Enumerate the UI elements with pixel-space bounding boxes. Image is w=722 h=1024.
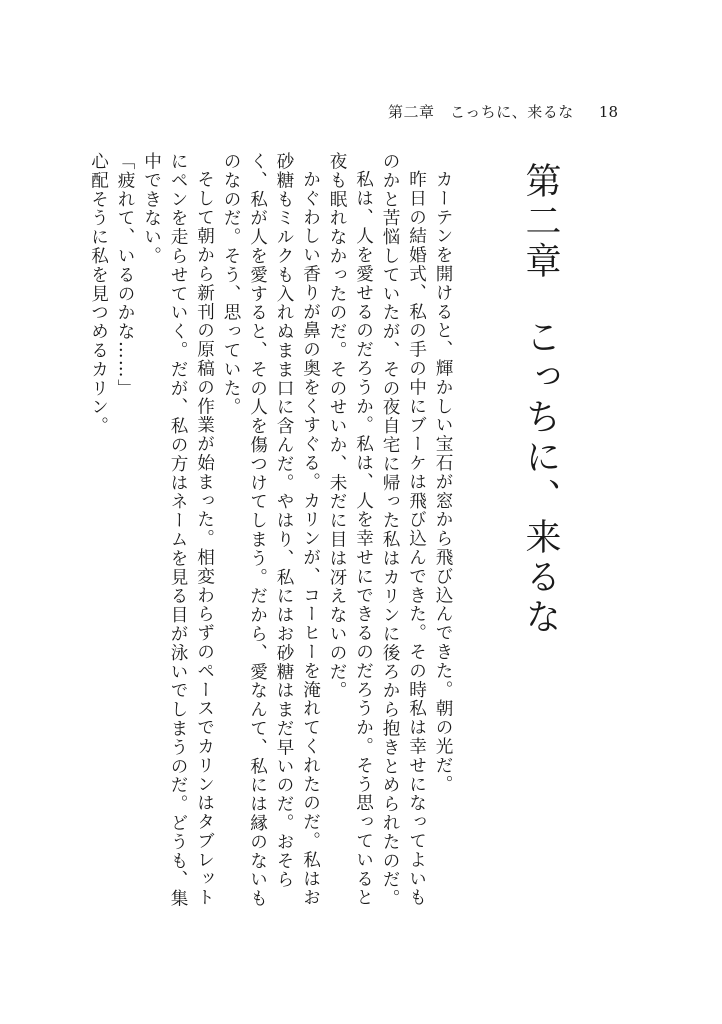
chapter-label: 第二章 [520,162,561,282]
paragraph: 昨日の結婚式、私の手の中にブーケは飛び込んできた。その時私は幸せになってよいものかと苦悩していたが、その夜自宅に帰った私はカリンに後ろから抱きとめられたのだ。 [380,152,427,908]
chapter-heading [510,162,570,638]
paragraph: かぐわしい香りが鼻の奥をくすぐる。カリンが、コーヒーを淹れてくれたのだ。私はお砂糖もミルクも入れぬまま口に含んだ。やはり、私にはお砂糖はまだ早いのだ。おそらく、私が人を愛すると、その人を傷つけてしまう。だから、愛なんて、私には縁のないものなのだ。そう、思っていた。 [221,152,321,908]
body-text [88,152,456,912]
paragraph: そして朝から新刊の原稿の作業が始まった。相変わらずのペースでカリンはタブレットにペンを走らせていく。だが、私の方はネームを見る目が泳いでしまうのだ。どうも、集中できない。 [141,152,215,908]
chapter-title: こっちに、来るな [520,318,561,638]
paragraph: 心配そうに私を見つめるカリン。 [88,152,109,436]
dialogue-line: 「疲れて、いるのかな……」 [115,152,135,398]
running-header-chapter: 第二章 こっちに、来るな [388,103,574,121]
page-number: 18 [598,103,618,121]
paragraph: 私は、人を愛せるのだろうか。私は、人を幸せにできるのだろうか。そう思っていると夜も眠れなかったのだ。そのせいか、未だに目は冴えないのだ。 [327,152,374,907]
running-header [388,102,618,122]
paragraph: カーテンを開けると、輝かしい宝石が窓から飛び込んできた。朝の光だ。 [433,169,453,794]
